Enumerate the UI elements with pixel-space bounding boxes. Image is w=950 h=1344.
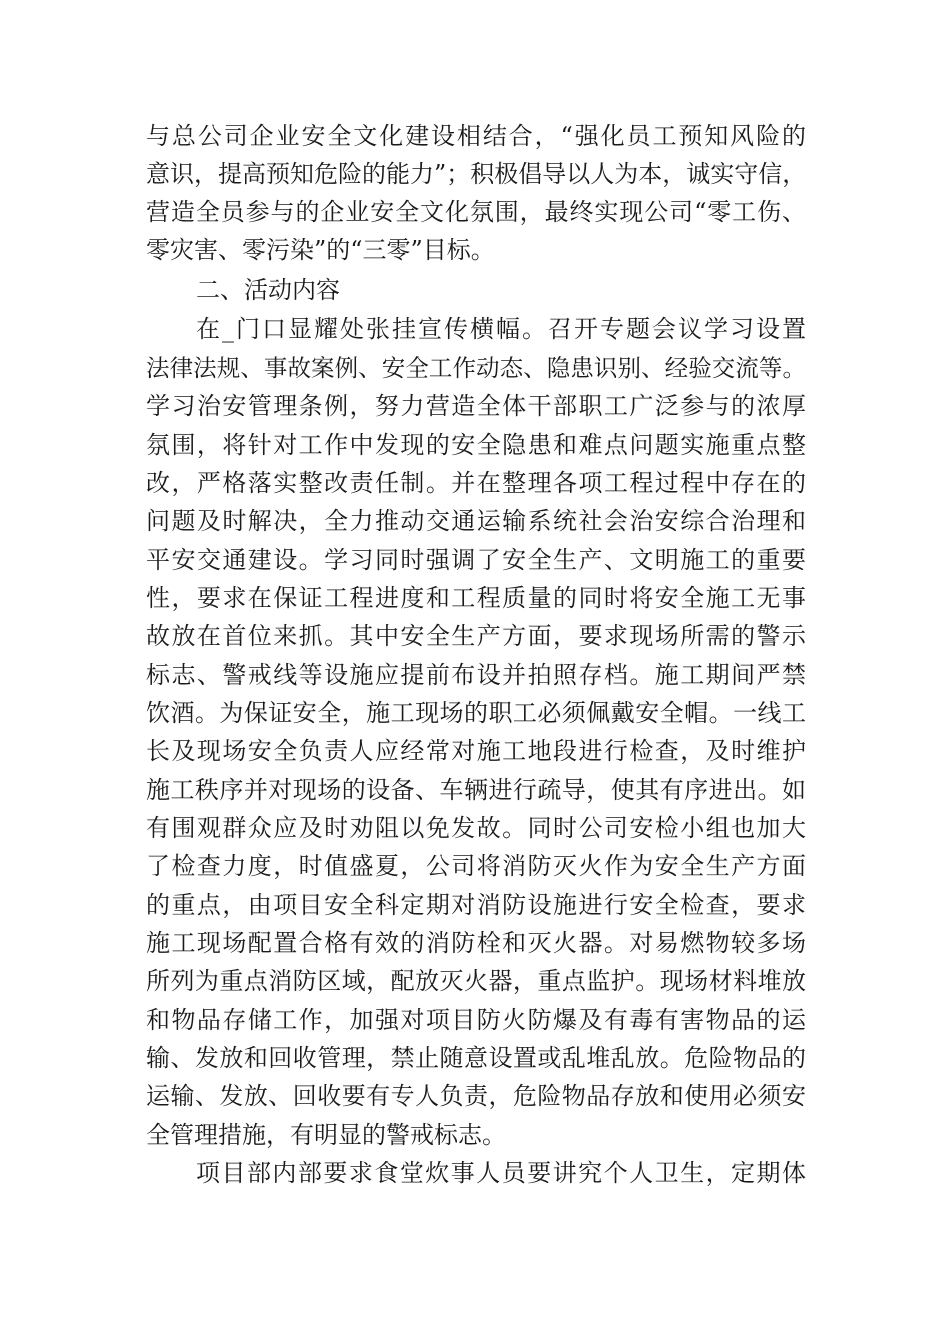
paragraph-line: 饮酒。为保证安全，施工现场的职工必须佩戴安全帽。一线工 — [146, 699, 806, 727]
paragraph-line: 全管理措施，有明显的警戒标志。 — [146, 1121, 506, 1149]
paragraph-line: 运输、发放、回收要有专人负责，危险物品存放和使用必须安 — [146, 1082, 806, 1110]
paragraph-line: 意识，提高预知危险的能力”；积极倡导以人为本，诚实守信， — [146, 160, 807, 188]
paragraph-line: 项目部内部要求食堂炊事人员要讲究个人卫生，定期体 — [196, 1159, 806, 1187]
paragraph-line: 所列为重点消防区域，配放灭火器，重点监护。现场材料堆放 — [146, 967, 806, 995]
paragraph-line: 施工秩序并对现场的设备、车辆进行疏导，使其有序进出。如 — [146, 776, 806, 804]
paragraph-line: 和物品存储工作，加强对项目防火防爆及有毒有害物品的运 — [146, 1006, 806, 1034]
paragraph-line: 氛围，将针对工作中发现的安全隐患和难点问题实施重点整 — [146, 431, 806, 459]
paragraph-line: 改，严格落实整改责任制。并在整理各项工程过程中存在的 — [146, 469, 806, 497]
paragraph-line: 故放在首位来抓。其中安全生产方面，要求现场所需的警示 — [146, 622, 806, 650]
paragraph-line: 的重点，由项目安全科定期对消防设施进行安全检查，要求 — [146, 891, 806, 919]
paragraph-line: 营造全员参与的企业安全文化氛围，最终实现公司“零工伤、 — [146, 198, 806, 226]
paragraph-line: 学习治安管理条例，努力营造全体干部职工广泛参与的浓厚 — [146, 392, 806, 420]
paragraph-line: 输、发放和回收管理，禁止随意设置或乱堆乱放。危险物品的 — [146, 1044, 806, 1072]
paragraph-line: 在_门口显耀处张挂宣传横幅。召开专题会议学习设置 — [196, 315, 806, 343]
paragraph-line: 问题及时解决，全力推动交通运输系统社会治安综合治理和 — [146, 507, 806, 535]
paragraph-line: 性，要求在保证工程进度和工程质量的同时将安全施工无事 — [146, 584, 806, 612]
paragraph-line: 平安交通建设。学习同时强调了安全生产、文明施工的重要 — [146, 546, 806, 574]
paragraph-line: 与总公司企业安全文化建设相结合，“强化员工预知风险的 — [146, 122, 806, 150]
paragraph-line: 了检查力度，时值盛夏，公司将消防灭火作为安全生产方面 — [146, 852, 806, 880]
paragraph-line: 长及现场安全负责人应经常对施工地段进行检查，及时维护 — [146, 737, 806, 765]
section-heading: 二、活动内容 — [196, 276, 340, 304]
paragraph-line: 标志、警戒线等设施应提前布设并拍照存档。施工期间严禁 — [146, 661, 806, 689]
paragraph-line: 施工现场配置合格有效的消防栓和灭火器。对易燃物较多场 — [146, 929, 806, 957]
paragraph-line: 零灾害、零污染”的“三零”目标。 — [146, 236, 495, 264]
paragraph-line: 法律法规、事故案例、安全工作动态、隐患识别、经验交流等。 — [146, 354, 806, 382]
paragraph-line: 有围观群众应及时劝阻以免发故。同时公司安检小组也加大 — [146, 814, 806, 842]
